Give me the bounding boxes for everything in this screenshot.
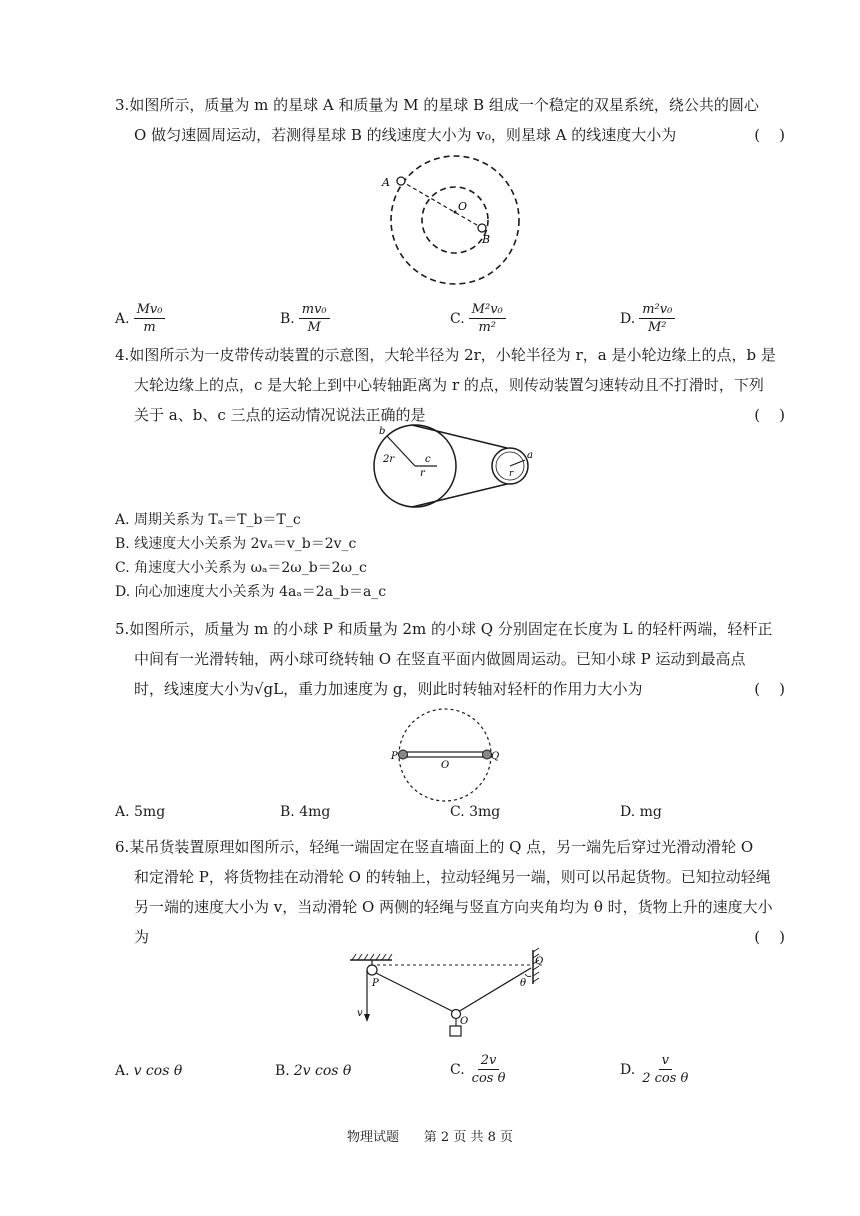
option-3a[interactable] xyxy=(115,302,165,335)
label-p: P xyxy=(391,751,398,762)
cargo-box xyxy=(450,1026,461,1036)
question-6-line1: 某吊货装置原理如图所示，轻绳一端固定在竖直墙面上的 Q 点，另一端先后穿过光滑动滑轮 O xyxy=(129,838,754,856)
label-q: Q xyxy=(491,751,500,762)
question-4-line3: 关于 a、b、c 三点的运动情况说法正确的是 xyxy=(134,406,426,424)
page-footer xyxy=(0,1126,860,1145)
question-6-line2: 和定滑轮 P，将货物挂在动滑轮 O 的转轴上，拉动轻绳另一端，则可以吊起货物。已知拉动轻绳 xyxy=(134,868,771,886)
fraction xyxy=(639,1053,691,1086)
label-b: B xyxy=(482,233,491,246)
rope-o-to-q xyxy=(458,968,531,1012)
fraction xyxy=(639,302,675,335)
numerator: M²v₀ xyxy=(469,302,506,319)
option-6d[interactable] xyxy=(620,1053,691,1086)
option-4b[interactable]: B. 线速度大小关系为 2vₐ＝v_b＝2v_c xyxy=(115,536,357,552)
option-text: v cos θ xyxy=(133,1063,183,1079)
question-5-options xyxy=(115,804,805,826)
footer-subject: 物理试题 xyxy=(346,1130,399,1145)
option-6a[interactable] xyxy=(115,1063,182,1079)
question-5-answer-bracket: ( ) xyxy=(754,680,785,698)
option-4a[interactable]: A. 周期关系为 Tₐ＝T_b＝T_c xyxy=(115,512,301,528)
numerator: 2v xyxy=(478,1053,500,1070)
question-3-line1: 如图所示，质量为 m 的星球 A 和质量为 M 的星球 B 组成一个稳定的双星系统，绕公共的圆心 xyxy=(129,96,759,114)
option-letter: B. xyxy=(280,310,295,327)
theta-arc xyxy=(525,974,531,977)
question-5-line2: 中间有一光滑转轴，两小球可绕转轴 O 在竖直平面内做圆周运动。已知小球 P 运动到最高点 xyxy=(134,650,746,668)
denominator: m² xyxy=(478,320,496,335)
question-5-line3: 时，线速度大小为√gL，重力加速度为 g，则此时转轴对轻杆的作用力大小为 xyxy=(134,680,643,698)
question-3-number: 3. xyxy=(115,96,130,114)
option-6b[interactable] xyxy=(275,1063,351,1079)
label-c: c xyxy=(425,454,431,465)
question-3-line2: O 做匀速圆周运动，若测得星球 B 的线速度大小为 v₀，则星球 A 的线速度大小为 xyxy=(134,126,677,144)
fraction xyxy=(469,302,506,335)
question-4-line1: 如图所示为一皮带传动装置的示意图，大轮半径为 2r，小轮半径为 r，a 是小轮边缘上的点，b 是 xyxy=(129,346,776,364)
label-q: Q xyxy=(535,956,544,967)
question-3 xyxy=(115,90,795,150)
denominator: 2 cos θ xyxy=(642,1071,689,1086)
label-v: v xyxy=(357,1008,363,1019)
numerator: Mv₀ xyxy=(134,302,166,319)
pulley-p xyxy=(367,965,377,975)
option-3b[interactable] xyxy=(280,302,330,335)
question-3-answer-bracket: ( ) xyxy=(754,126,785,144)
star-b-dot xyxy=(478,224,486,232)
question-6-options xyxy=(115,1053,805,1093)
outer-orbit-circle xyxy=(391,156,519,284)
question-6-number: 6. xyxy=(115,838,130,856)
label-o: O xyxy=(441,760,450,771)
option-letter: D. xyxy=(620,1061,636,1078)
ceiling-hatch xyxy=(352,954,392,960)
center-o-dot xyxy=(454,211,457,214)
question-5-line1: 如图所示，质量为 m 的小球 P 和质量为 2m 的小球 Q 分别固定在长度为 L 的轻杆两端，轻杆正 xyxy=(129,620,773,638)
question-4-options xyxy=(115,510,386,606)
ball-p xyxy=(399,750,408,759)
denominator: cos θ xyxy=(471,1071,506,1086)
label-a: a xyxy=(527,450,533,461)
denominator: M xyxy=(307,320,321,335)
small-radius xyxy=(510,460,525,466)
option-5a[interactable]: A. 5mg xyxy=(115,804,166,820)
label-a: A xyxy=(382,176,390,189)
option-3d[interactable] xyxy=(620,302,675,335)
velocity-arrow xyxy=(364,1014,370,1022)
option-5b[interactable]: B. 4mg xyxy=(280,804,331,820)
option-letter: A. xyxy=(115,310,130,327)
label-r: r xyxy=(420,468,425,479)
denominator: M² xyxy=(647,320,667,335)
fraction xyxy=(299,302,330,335)
question-5-figure xyxy=(385,708,505,808)
question-5 xyxy=(115,614,795,704)
label-2r: 2r xyxy=(383,454,395,465)
question-5-stem xyxy=(115,614,795,704)
belt-bottom xyxy=(412,484,507,507)
question-6-stem xyxy=(115,832,795,952)
question-3-options xyxy=(115,302,805,342)
question-4-number: 4. xyxy=(115,346,130,364)
question-4-stem xyxy=(115,340,795,430)
option-4d[interactable]: D. 向心加速度大小关系为 4aₐ＝2a_b＝a_c xyxy=(115,584,387,600)
option-3c[interactable] xyxy=(450,302,506,335)
label-r-small: r xyxy=(509,469,514,479)
option-5c[interactable]: C. 3mg xyxy=(450,804,501,820)
star-a-dot xyxy=(397,177,405,185)
option-4c[interactable]: C. 角速度大小关系为 ωₐ＝2ω_b＝2ω_c xyxy=(115,560,367,576)
question-6-figure xyxy=(340,940,555,1045)
option-letter: A. xyxy=(115,1063,130,1079)
label-b: b xyxy=(379,426,386,437)
fraction xyxy=(469,1053,509,1086)
question-3-stem xyxy=(115,90,795,150)
question-4-figure xyxy=(365,420,540,515)
question-3-figure xyxy=(370,148,540,298)
light-rod xyxy=(403,752,487,757)
question-4-line2: 大轮边缘上的点，c 是大轮上到中心转轴距离为 r 的点，则传动装置匀速转动且不打滑时，下列 xyxy=(134,376,764,394)
rope-p-to-o xyxy=(376,973,454,1012)
option-6c[interactable] xyxy=(450,1053,508,1086)
option-text: 2v cos θ xyxy=(293,1063,352,1079)
numerator: m²v₀ xyxy=(639,302,675,319)
question-6-answer-bracket: ( ) xyxy=(754,928,785,946)
label-theta: θ xyxy=(520,978,527,989)
option-letter: C. xyxy=(450,1061,465,1078)
option-5d[interactable]: D. mg xyxy=(620,804,662,820)
label-p: P xyxy=(372,978,379,989)
question-6 xyxy=(115,832,795,952)
numerator: v xyxy=(659,1053,672,1070)
option-letter: C. xyxy=(450,310,465,327)
footer-page-number: 第 2 页 共 8 页 xyxy=(423,1130,514,1145)
option-letter: D. xyxy=(620,310,636,327)
belt-top xyxy=(412,425,507,448)
numerator: mv₀ xyxy=(299,302,330,319)
denominator: m xyxy=(143,320,156,335)
label-o: O xyxy=(460,1016,469,1027)
question-6-line4: 为 xyxy=(134,928,150,946)
connecting-line xyxy=(401,181,482,228)
question-5-number: 5. xyxy=(115,620,130,638)
label-o: O xyxy=(458,200,468,213)
option-letter: B. xyxy=(275,1063,290,1079)
question-4 xyxy=(115,340,795,430)
question-6-line3: 另一端的速度大小为 v，当动滑轮 O 两侧的轻绳与竖直方向夹角均为 θ 时，货物上升的速度大小 xyxy=(134,898,773,916)
fraction xyxy=(134,302,166,335)
inner-orbit-circle xyxy=(422,187,491,253)
question-4-answer-bracket: ( ) xyxy=(754,406,785,424)
